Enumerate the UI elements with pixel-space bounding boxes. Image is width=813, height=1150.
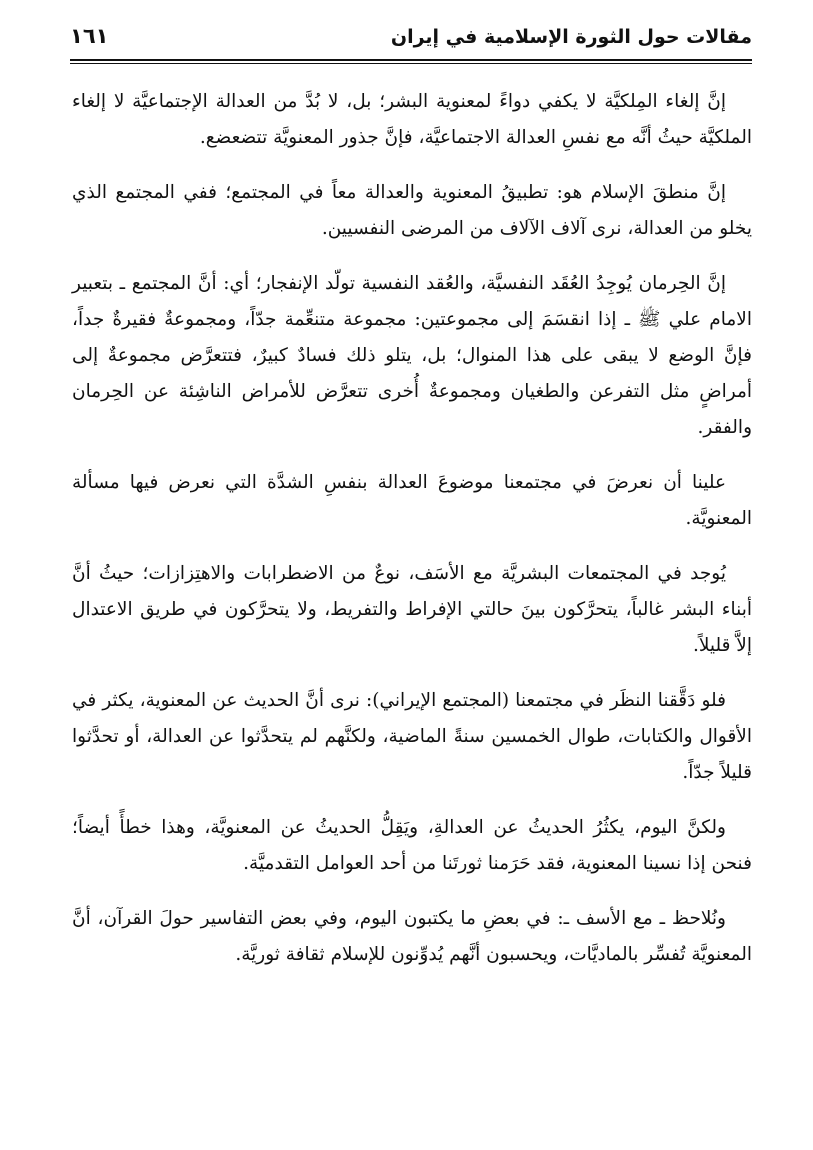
header-rule	[70, 59, 752, 61]
paragraph: ولكنَّ اليوم، يكثُرُ الحديثُ عن العدالةِ، ويَقِلُّ الحديثُ عن المعنويَّة، وهذا خطأً أيضاً؛ فنحن إذا نسينا المعنوية، فقد حَرَمنا ثورتَنا من أحد العوامل التقدميَّة.	[72, 817, 752, 874]
paragraph: إنَّ منطقَ الإسلام هو: تطبيقُ المعنوية والعدالة معاً في المجتمع؛ ففي المجتمع الذي يخلو من العدالة، نرى آلاف الآلاف من المرضى النفسيين.	[72, 182, 752, 239]
body-text	[72, 84, 752, 992]
paragraph: يُوجد في المجتمعات البشريَّة مع الأسَف، نوعٌ من الاضطرابات والاهتِزازات؛ حيثُ أنَّ أبناء البشر غالباً، يتحرَّكون بينَ حالتي الإفراط والتفريط، ولا يتحرَّكون في طريق الاعتدال إلاَّ قليلاً.	[72, 563, 752, 656]
running-title: مقالات حول الثورة الإسلامية في إيران	[390, 26, 752, 48]
page-number: ١٦١	[70, 24, 109, 48]
paragraph: فلو دَقَّقنا النظَر في مجتمعنا (المجتمع الإيراني): نرى أنَّ الحديث عن المعنوية، يكثر في الأقوال والكتابات، طوال الخمسين سنةً الماضية، ولكنَّهم لم يتحدَّثوا عن العدالة، أو تحدَّثوا قليلاً جدّاً.	[72, 690, 752, 783]
paragraph: ونُلاحظ ـ مع الأسف ـ: في بعضِ ما يكتبون اليوم، وفي بعض التفاسير حولَ القرآن، أنَّ المعنويَّة تُفسِّر بالماديَّات، ويحسبون أنَّهم يُدوِّنون للإسلام ثقافة ثوريَّة.	[72, 908, 752, 965]
paragraph: إنَّ إلغاء المِلكيَّة لا يكفي دواءً لمعنوية البشر؛ بل، لا بُدَّ من العدالة الإجتماعيَّة لا إلغاء الملكيَّة حيثُ أنَّه مع نفسِ العدالة الاجتماعيَّة، فإنَّ جذور المعنويَّة تتضعضع.	[72, 91, 752, 148]
header-rule-thin	[70, 63, 752, 64]
paragraph: علينا أن نعرضَ في مجتمعنا موضوعَ العدالة بنفسِ الشدَّة التي نعرض فيها مسألة المعنويَّة.	[72, 472, 752, 529]
paragraph: إنَّ الحِرمان يُوجِدُ العُقَد النفسيَّة، والعُقد النفسية تولّد الإنفجار؛ أي: أنَّ المجتمع ـ بتعبير الامام علي ﷺ ـ إذا انقسَمَ إلى مجموعتين: مجموعة متنعِّمة جدّاً، ومجموعةٌ فقيرةٌ جداً، فإنَّ الوضع لا يبقى على هذا المنوال؛ بل، يتلو ذلك فسادٌ كبيرٌ، فتتعرَّض مجموعةٌ إلى أمراضٍ مثل التفرعن والطغيان ومجموعةٌ أُخرى تتعرَّض للأمراض الناشِئة عن الحِرمان والفقر.	[72, 273, 752, 438]
page-header	[70, 18, 752, 58]
